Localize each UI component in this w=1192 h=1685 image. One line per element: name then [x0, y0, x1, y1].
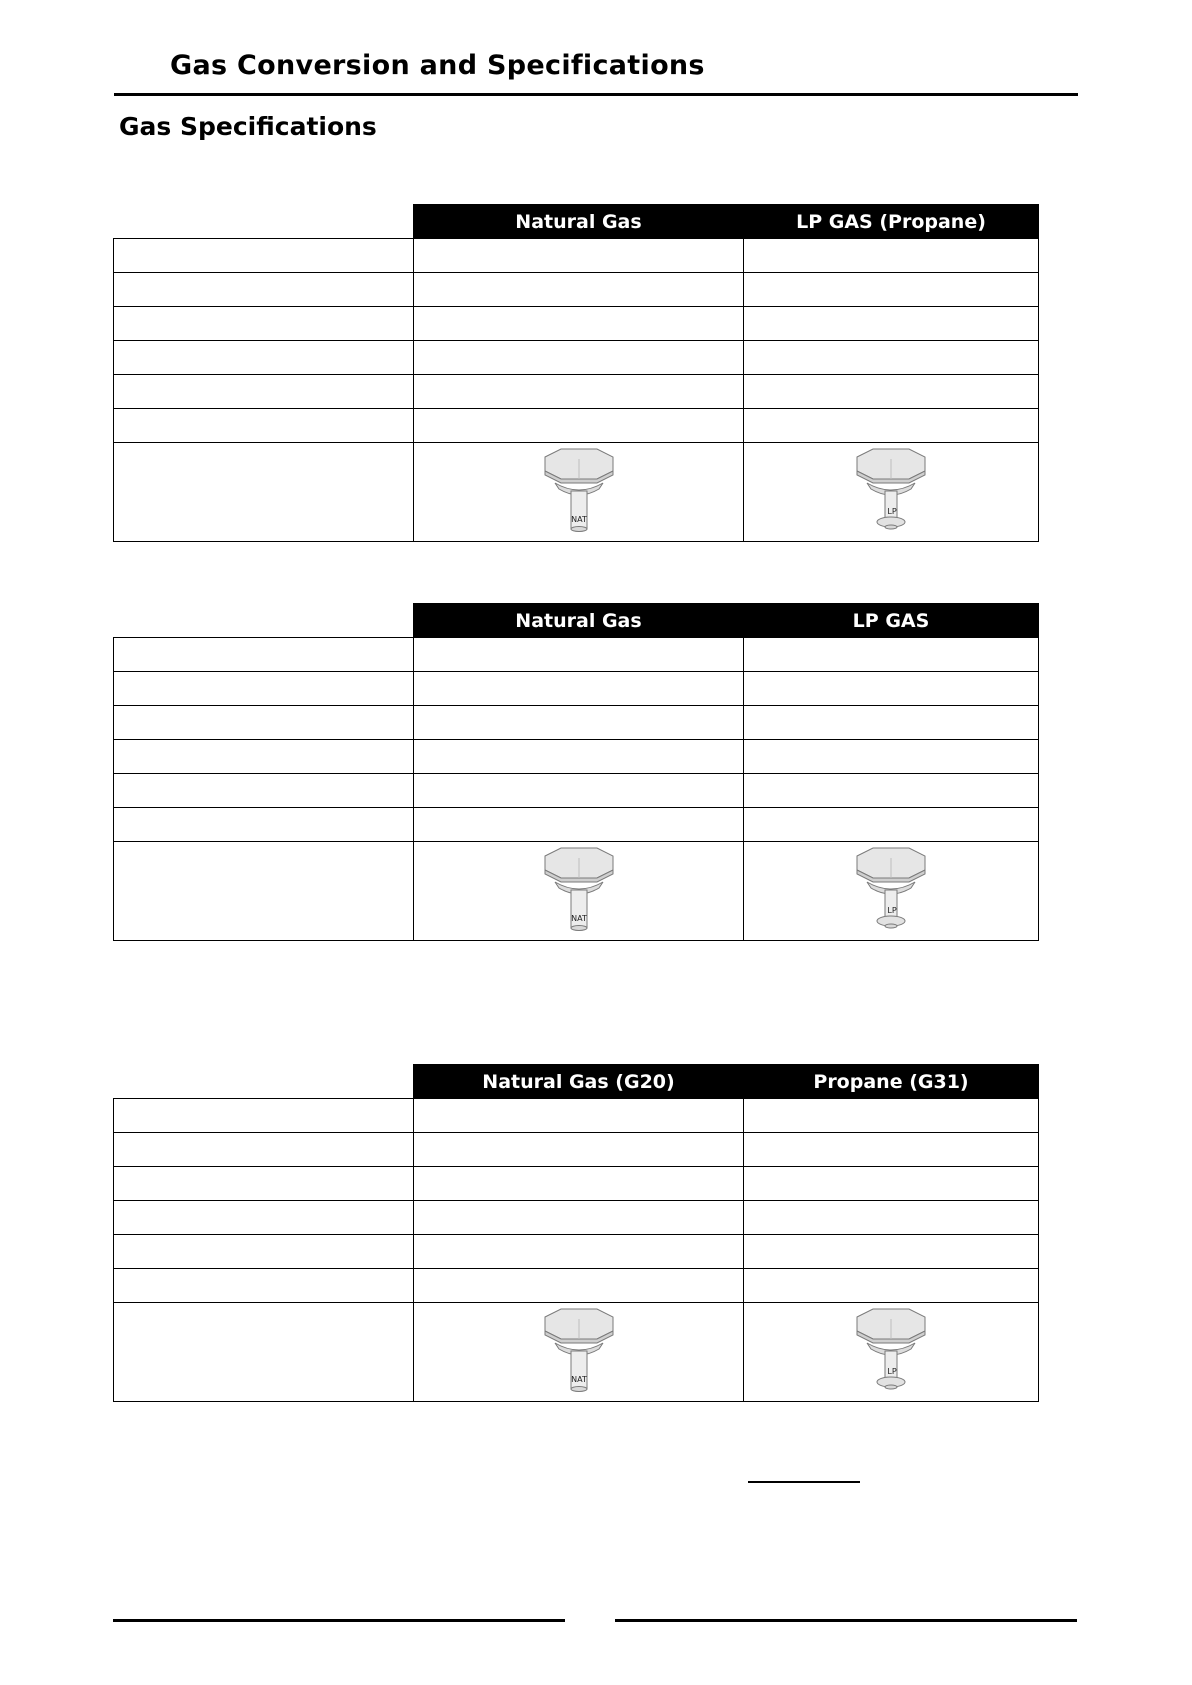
table-row — [114, 808, 1039, 842]
table-row — [114, 672, 1039, 706]
footer-rule-right — [615, 1619, 1077, 1622]
table-row — [114, 307, 1039, 341]
column-header-propane-g31: Propane (G31) — [744, 1065, 1039, 1099]
table-row — [114, 409, 1039, 443]
gas-spec-table-1 — [113, 204, 1039, 542]
table-row — [114, 638, 1039, 672]
footer-rule-left — [113, 1619, 565, 1622]
svg-text:NAT: NAT — [570, 914, 587, 923]
column-header-natural-gas-g20: Natural Gas (G20) — [414, 1065, 744, 1099]
regulator-image-row — [114, 842, 1039, 941]
regulator-plug-nat-icon — [539, 445, 619, 535]
svg-text:LP: LP — [887, 906, 897, 915]
regulator-plug-nat-icon — [539, 844, 619, 934]
table-row — [114, 239, 1039, 273]
table-row — [114, 341, 1039, 375]
column-header-lp-gas: LP GAS (Propane) — [744, 205, 1039, 239]
svg-text:NAT: NAT — [570, 515, 587, 524]
gas-spec-table-2 — [113, 603, 1039, 941]
gas-spec-table-3 — [113, 1064, 1039, 1402]
regulator-image-row — [114, 443, 1039, 542]
table-header-row — [114, 604, 1039, 638]
header-blank-cell — [114, 604, 414, 638]
svg-text:LP: LP — [887, 1367, 897, 1376]
regulator-plug-nat-icon — [539, 1305, 619, 1395]
column-header-natural-gas: Natural Gas — [414, 205, 744, 239]
table-row — [114, 706, 1039, 740]
page-header-title: Gas Conversion and Specifications — [170, 50, 705, 81]
table-row — [114, 1167, 1039, 1201]
table-row — [114, 1133, 1039, 1167]
underline-mark — [748, 1481, 860, 1483]
regulator-plug-lp-icon — [851, 445, 931, 535]
table-header-row — [114, 205, 1039, 239]
table-row — [114, 375, 1039, 409]
column-header-natural-gas: Natural Gas — [414, 604, 744, 638]
svg-text:LP: LP — [887, 507, 897, 516]
column-header-lp-gas: LP GAS — [744, 604, 1039, 638]
header-blank-cell — [114, 1065, 414, 1099]
table-header-row — [114, 1065, 1039, 1099]
regulator-plug-lp-icon — [851, 1305, 931, 1395]
header-rule — [114, 93, 1078, 96]
table-row — [114, 1269, 1039, 1303]
table-row — [114, 740, 1039, 774]
table-row — [114, 774, 1039, 808]
section-title: Gas Specifications — [119, 112, 377, 141]
table-row — [114, 273, 1039, 307]
table-row — [114, 1201, 1039, 1235]
regulator-image-row — [114, 1303, 1039, 1402]
regulator-plug-lp-icon — [851, 844, 931, 934]
table-row — [114, 1235, 1039, 1269]
header-blank-cell — [114, 205, 414, 239]
svg-text:NAT: NAT — [570, 1375, 587, 1384]
table-row — [114, 1099, 1039, 1133]
